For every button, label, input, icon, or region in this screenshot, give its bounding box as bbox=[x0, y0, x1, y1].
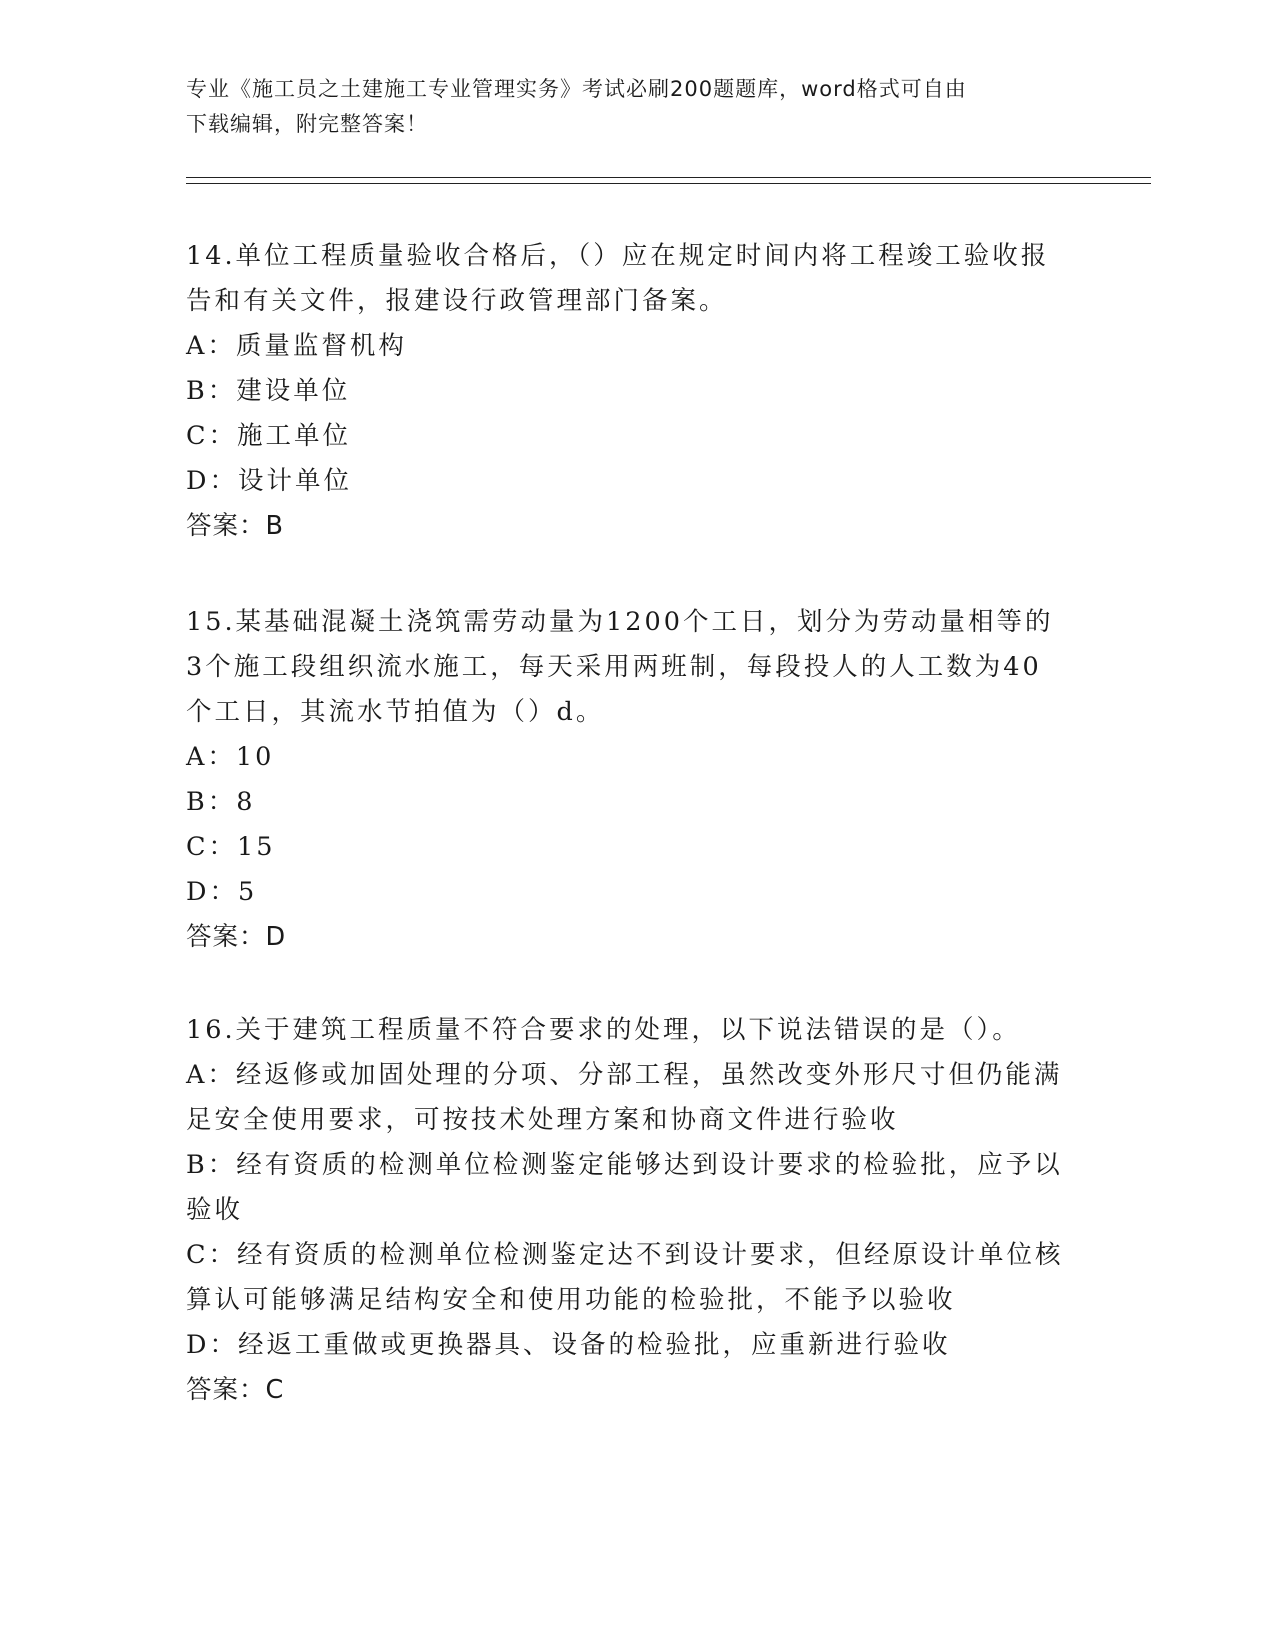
question-stem: 14.单位工程质量验收合格后，（）应在规定时间内将工程竣工验收报 bbox=[186, 241, 1050, 271]
header-line: 下载编辑，附完整答案！ bbox=[186, 112, 428, 136]
question-stem: 3个施工段组织流水施工，每天采用两班制，每段投人的人工数为40 bbox=[186, 652, 1042, 682]
answer: 答案：B bbox=[186, 511, 284, 541]
option-c: C：15 bbox=[186, 832, 276, 862]
option-c: C：施工单位 bbox=[186, 421, 352, 451]
header-line: 专业《施工员之土建施工专业管理实务》考试必刷200题题库，word格式可自由 bbox=[186, 77, 967, 101]
option-b: B：建设单位 bbox=[186, 376, 351, 406]
option-a: A：10 bbox=[186, 742, 275, 772]
question-15 bbox=[186, 600, 1076, 960]
option-a: A：经返修或加固处理的分项、分部工程，虽然改变外形尺寸但仍能满 bbox=[186, 1060, 1063, 1090]
question-stem: 16.关于建筑工程质量不符合要求的处理，以下说法错误的是（）。 bbox=[186, 1015, 1021, 1045]
option-c: C：经有资质的检测单位检测鉴定达不到设计要求，但经原设计单位核 bbox=[186, 1240, 1064, 1270]
option-d: D：5 bbox=[186, 877, 258, 907]
option-d: D：经返工重做或更换器具、设备的检验批，应重新进行验收 bbox=[186, 1330, 951, 1360]
question-stem: 15.某基础混凝土浇筑需劳动量为1200个工日，划分为劳动量相等的 bbox=[186, 607, 1054, 637]
option-a-cont: 足安全使用要求，可按技术处理方案和协商文件进行验收 bbox=[186, 1105, 899, 1135]
question-stem: 告和有关文件，报建设行政管理部门备案。 bbox=[186, 286, 728, 316]
option-a: A：质量监督机构 bbox=[186, 331, 407, 361]
header-divider-bottom bbox=[186, 183, 1151, 184]
option-b-cont: 验收 bbox=[186, 1195, 244, 1225]
option-b: B：8 bbox=[186, 787, 256, 817]
answer: 答案：D bbox=[186, 922, 287, 952]
option-b: B：经有资质的检测单位检测鉴定能够达到设计要求的检验批，应予以 bbox=[186, 1150, 1063, 1180]
option-d: D：设计单位 bbox=[186, 466, 352, 496]
answer: 答案：C bbox=[186, 1375, 285, 1405]
question-14 bbox=[186, 234, 1076, 549]
header-divider-top bbox=[186, 177, 1151, 178]
question-16 bbox=[186, 1008, 1076, 1413]
document-header bbox=[186, 72, 1066, 142]
question-stem: 个工日，其流水节拍值为（）d。 bbox=[186, 697, 605, 727]
option-c-cont: 算认可能够满足结构安全和使用功能的检验批，不能予以验收 bbox=[186, 1285, 956, 1315]
